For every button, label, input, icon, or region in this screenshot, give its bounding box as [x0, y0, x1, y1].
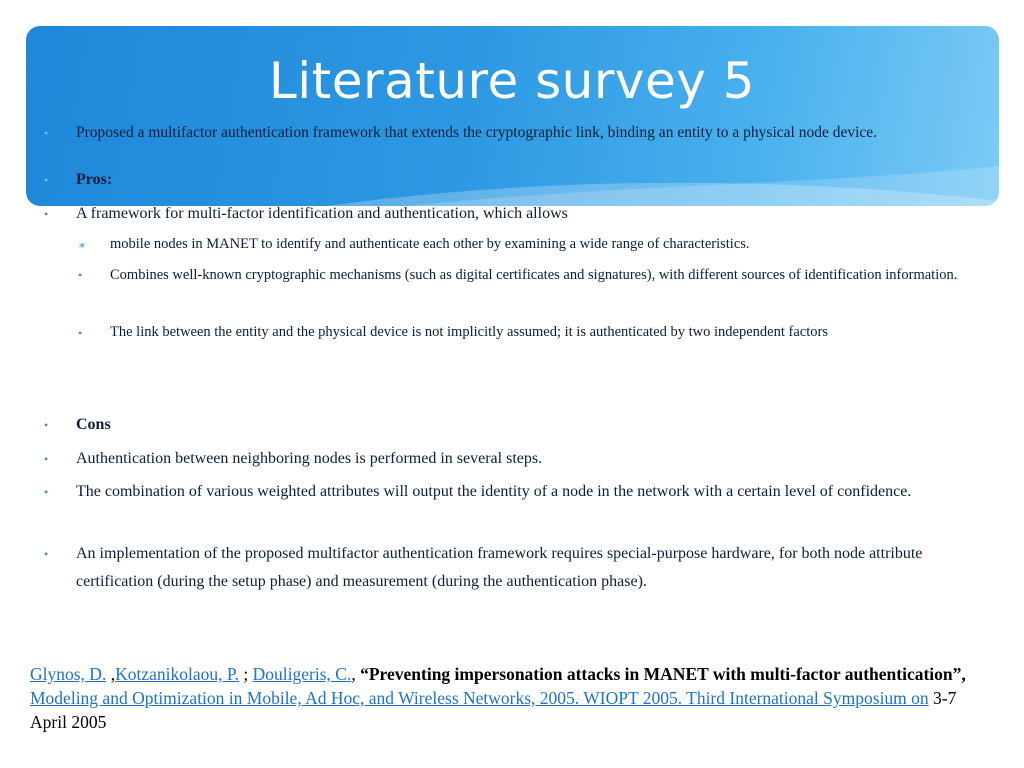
- paper-title: “Preventing impersonation attacks in MANET with multi-factor authentication”,: [360, 664, 966, 684]
- sub-item: mobile nodes in MANET to identify and authenticate each other by examining a wide range of characteristics.: [110, 236, 750, 252]
- bullet-marker: •: [78, 326, 83, 340]
- citation-date: 3-7 April 2005: [30, 688, 957, 732]
- citation-separator: ,: [351, 664, 361, 684]
- framework-text: A framework for multi-factor identification and authentication, which allows: [76, 205, 568, 222]
- venue-link[interactable]: Modeling and Optimization in Mobile, Ad Hoc, and Wireless Networks, 2005. WIOPT 2005. Third International Symposium on: [30, 688, 929, 708]
- cons-item: The combination of various weighted attributes will output the identity of a node in the network with a certain level of confidence.: [76, 483, 912, 500]
- cons-item: Authentication between neighboring nodes is performed in several steps.: [76, 450, 543, 467]
- sub-item: The link between the entity and the physical device is not implicitly assumed; it is authenticated by two independent factors: [110, 324, 828, 340]
- bullet-marker: •: [44, 173, 49, 187]
- pros-label: Pros:: [76, 171, 113, 188]
- bullet-marker: •: [44, 485, 49, 499]
- citation: [30, 662, 990, 734]
- author-link-kotzanikolaou[interactable]: Kotzanikolaou, P.: [115, 664, 240, 684]
- citation-separator: ;: [239, 664, 253, 684]
- bullet-marker: •: [44, 418, 49, 432]
- intro-text: Proposed a multifactor authentication framework that extends the cryptographic link, binding an entity to a physical node device.: [76, 124, 878, 141]
- bullet-marker: •: [44, 452, 49, 466]
- cons-item: An implementation of the proposed multifactor authentication framework requires special-purpose hardware, for both node attribute certification (during the setup phase) and measurement (during the authentication phase).: [76, 545, 923, 590]
- star-bullet-icon: ∗: [78, 238, 87, 252]
- bullet-marker: •: [78, 268, 83, 282]
- bullet-marker: •: [44, 547, 49, 561]
- sub-item: Combines well-known cryptographic mechanisms (such as digital certificates and signatures), with different sources of identification information.: [110, 267, 958, 283]
- citation-separator: ,: [106, 664, 116, 684]
- cons-label: Cons: [76, 416, 111, 433]
- bullet-marker: •: [44, 207, 49, 221]
- author-link-glynos[interactable]: Glynos, D.: [30, 664, 107, 684]
- bullet-marker: •: [44, 126, 49, 140]
- author-link-douligeris[interactable]: Douligeris, C.: [252, 664, 352, 684]
- slide-title: Literature survey 5: [268, 52, 756, 110]
